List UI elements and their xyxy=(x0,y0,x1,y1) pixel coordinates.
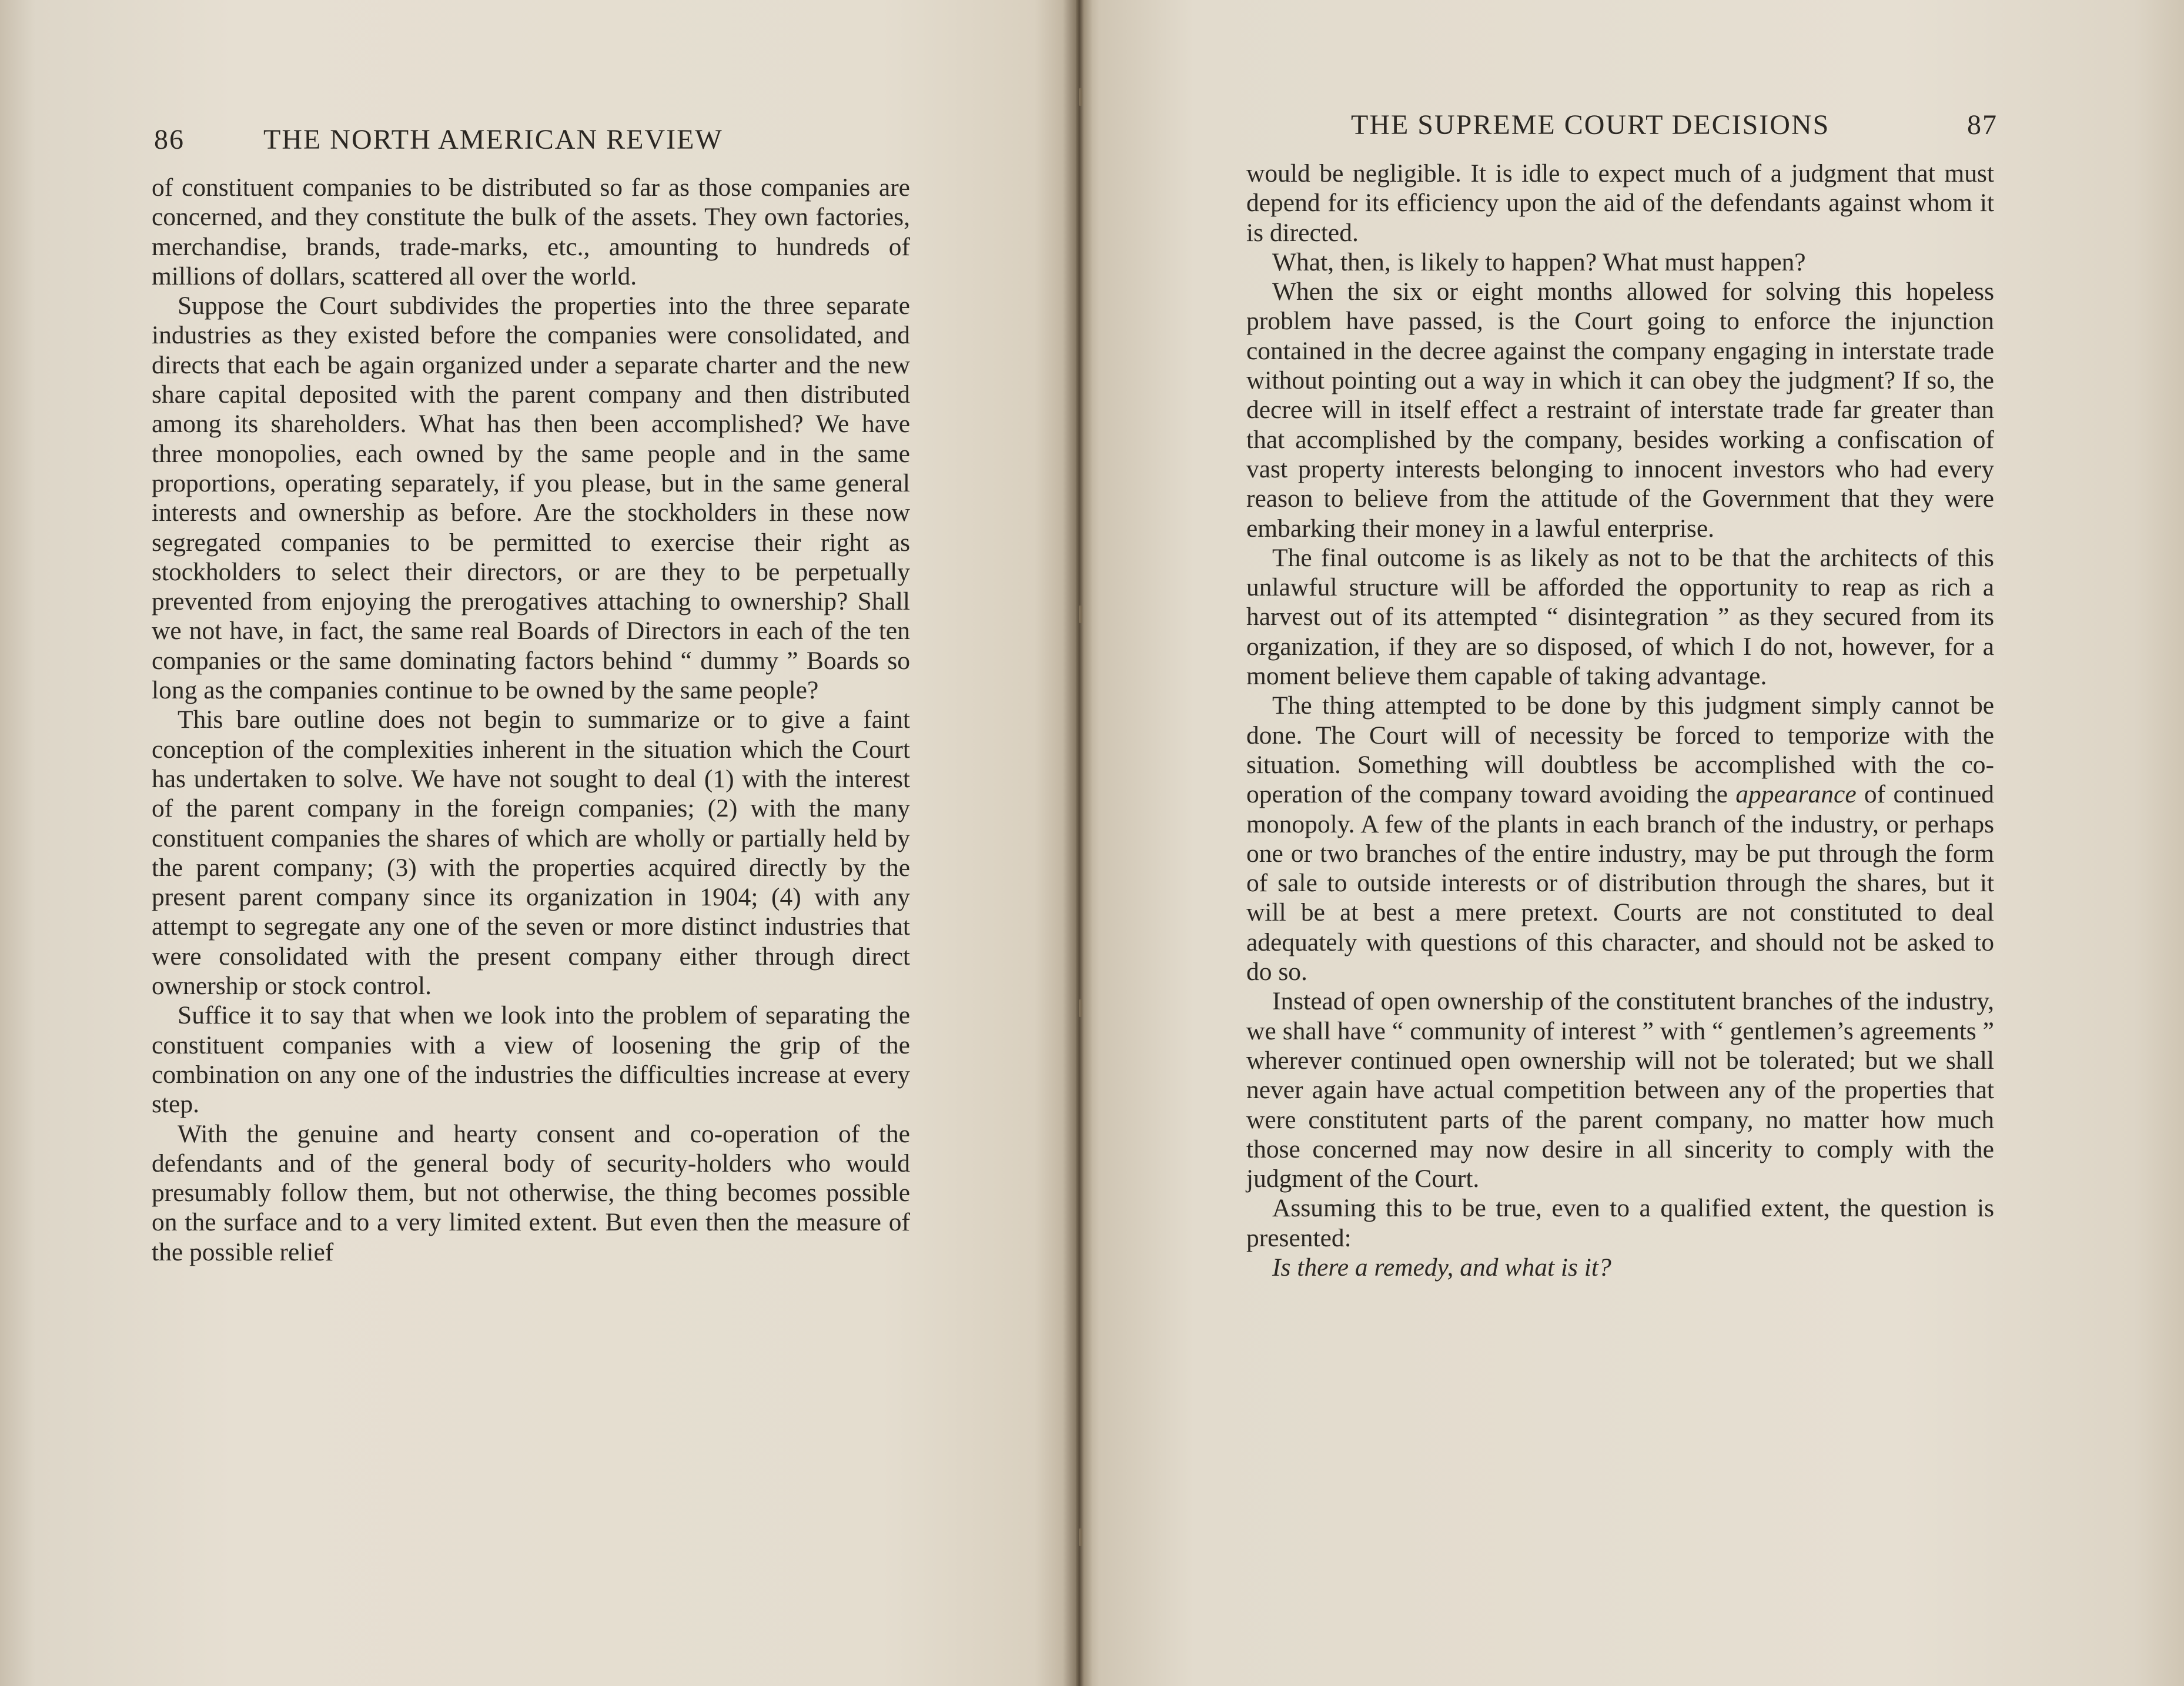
closing-question xyxy=(1246,1253,1994,1282)
right-paragraph-4: The final outcome is as likely as not to be that the architects of this unlawful structure will be afforded the opportunity to reap as rich a harvest out of its attempted “ disintegration ” as they secured from its organization, if they are so disposed, of which I do not, however, for a moment believe them capable of taking advantage. xyxy=(1246,543,1994,691)
right-paragraph-1: would be negligible. It is idle to expect much of a judgment that must depend for its efficiency upon the aid of the defendants against whom it is directed. xyxy=(1246,159,1994,247)
binding-stitch xyxy=(1079,88,1082,106)
binding-stitch xyxy=(1079,999,1082,1017)
left-paragraph-1: of constituent companies to be distributed so far as those companies are concerned, and they constitute the bulk of the assets. They own factories, merchandise, brands, trade-marks, etc., amounting to hundreds of millions of dollars, scattered all over the world. xyxy=(152,173,910,290)
right-running-head: THE SUPREME COURT DECISIONS xyxy=(1351,109,1830,140)
left-paragraph-2: Suppose the Court subdivides the properties into the three separate industries as they existed before the companies were consolidated, and directs that each be again organized under a separate charter and the new share capital deposited with the parent company and then distributed among its shareholders. What has then been accomplished? We have three monopolies, each owned by the same people and in the same proportions, operating separately, if you please, but in the same general interests and ownership as before. Are the stockholders in these now segregated companies to be permitted to exercise their right as stockholders to select their directors, or are they to be perpetually prevented from enjoying the prerogatives attaching to ownership? Shall we not have, in fact, the same real Boards of Directors in each of the ten companies or the same dominating factors behind “ dummy ” Boards so long as the companies continue to be owned by the same people? xyxy=(152,292,910,705)
right-paragraph-6: Instead of open ownership of the constitutent branches of the industry, we shall have “ community of interest ” with “ gentlemen’s agreements ” wherever continued open ownership will not be tolerated; but we shall never again have actual competition between any of the properties that were constitutent parts of the parent company, no matter how much those concerned may now desire in all sincerity to comply with the judgment of the Court. xyxy=(1246,987,1994,1193)
right-paragraph-3: When the six or eight months allowed for solving this hopeless problem have passed, is the Court going to enforce the injunction contained in the decree against the company engaging in interstate trade without pointing out a way in which it can obey the judgment? If so, the decree will in itself effect a restraint of interstate trade far greater than that accomplished by the company, besides working a confiscation of vast property interests belonging to innocent investors who had every reason to believe from the attitude of the Government that they were embarking their money in a lawful enterprise. xyxy=(1246,277,1994,543)
closing-question-text: Is there a remedy, and what is it? xyxy=(1272,1253,1611,1282)
right-paragraph-2: What, then, is likely to happen? What must happen? xyxy=(1272,247,1806,276)
binding-stitch xyxy=(1079,1528,1082,1546)
left-page-number: 86 xyxy=(154,124,185,155)
right-paragraph-5-start: The thing attempted to be done by this judgment simply cannot be done. The Court will of necessity be forced to temporize with the situation. Something will doubtless be accomplished with the co-operation of the company toward avoiding the xyxy=(1246,691,1994,809)
right-paragraph-5-end: of continued monopoly. A few of the plants in each branch of the industry, or perhaps one or two branches of the entire industry, may be put through the form of sale to outside interests or of distribution through the shares, but it will be at best a mere pretext. Courts are not constituted to deal adequately with questions of this character, and should not be asked to do so. xyxy=(1246,780,1994,986)
book-gutter xyxy=(1063,0,1092,1686)
left-paragraph-3: This bare outline does not begin to summarize or to give a faint conception of the complexities inherent in the situation which the Court has undertaken to solve. We have not sought to deal (1) with the interest of the parent company in the foreign companies; (2) with the many constituent companies the shares of which are wholly or partially held by the parent company; (3) with the properties acquired directly by the present parent company since its organization in 1904; (4) with any attempt to segregate any one of the seven or more distinct industries that were consolidated with the present company either through direct ownership or stock control. xyxy=(152,705,910,1001)
left-paragraph-5: With the genuine and hearty consent and co-operation of the defendants and of the general body of security-holders who would presumably follow them, but not otherwise, the thing becomes possible on the surface and to a very limited extent. But even then the measure of the possible relief xyxy=(152,1119,910,1266)
right-paragraph-7: Assuming this to be true, even to a qualified extent, the question is presented: xyxy=(1246,1194,1994,1252)
left-running-head: THE NORTH AMERICAN REVIEW xyxy=(263,124,723,155)
right-page xyxy=(1076,0,2184,1686)
binding-stitch xyxy=(1079,606,1082,623)
left-page xyxy=(0,0,1076,1686)
left-body-text xyxy=(152,173,910,1267)
left-paragraph-4: Suffice it to say that when we look into the problem of separating the constituent companies with a view of loosening the grip of the combination on any one of the industries the difficulties increase at every step. xyxy=(152,1001,910,1119)
right-paragraph-5 xyxy=(1246,691,1994,986)
right-paragraph-5-italic: appearance xyxy=(1735,780,1857,809)
right-page-number: 87 xyxy=(1967,109,1998,140)
right-body-text xyxy=(1246,159,1994,1282)
